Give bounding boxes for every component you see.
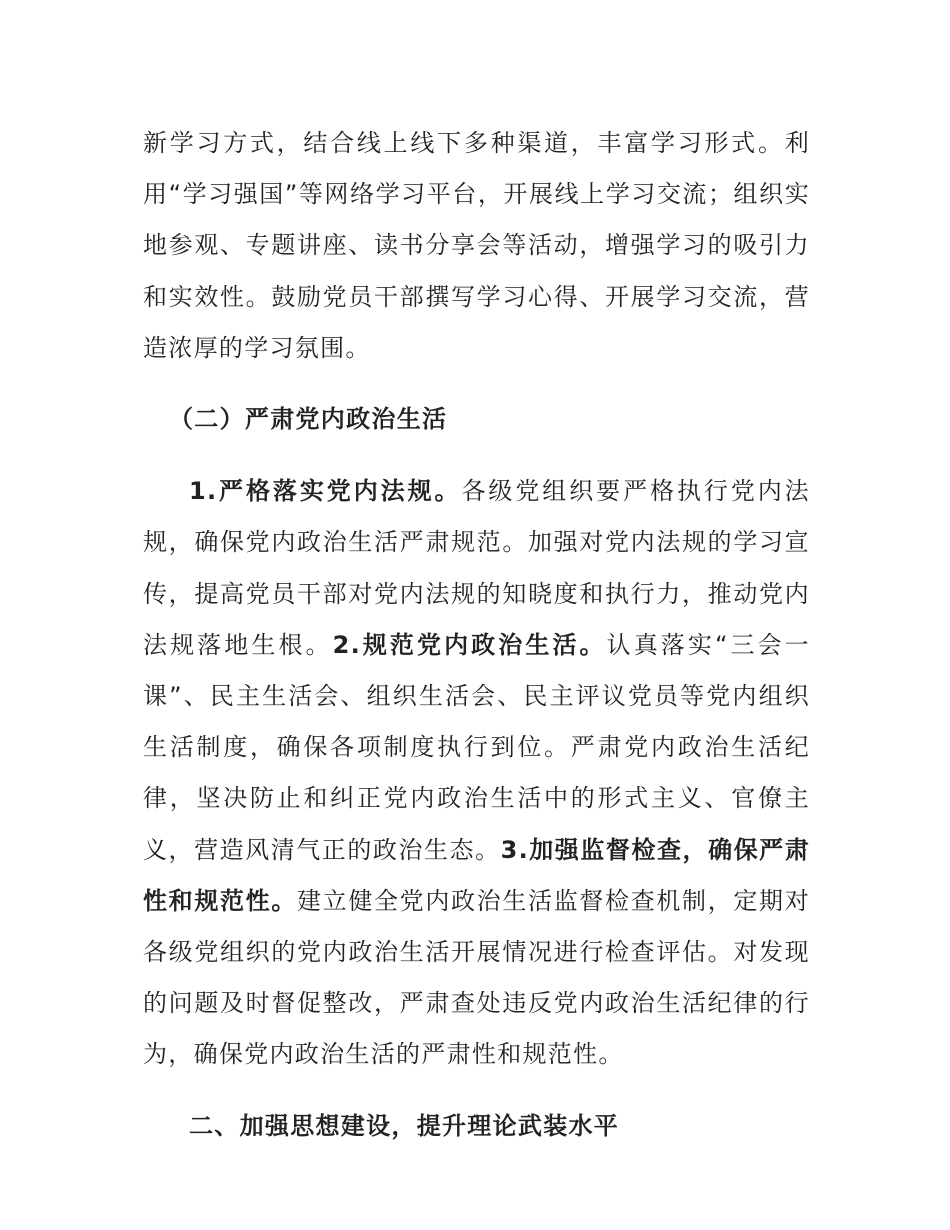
item-1-title: 1.严格落实党内法规。 — [189, 477, 462, 506]
item-1-text: 各级党组织要严格执行党内法规，确保党内政治生活严肃规范。加强对党内法规的学习宣传，提高党员干部对党内法规的知晓度和执行力，推动党内法规落地生根。 — [143, 477, 810, 659]
item-3-title: 3.加强监督检查，确保严肃性和规范性。 — [143, 835, 810, 915]
paragraph-study-methods: 新学习方式，结合线上线下多种渠道，丰富学习形式。利用“学习强国”等网络学习平台，开展线上学习交流；组织实地参观、专题讲座、读书分享会等活动，增强学习的吸引力和实效性。鼓励党员干部撰写学习心得、开展学习交流，营造浓厚的学习氛围。 — [143, 129, 810, 362]
item-2-text: 认真落实“三会一课”、民主生活会、组织生活会、民主评议党员等党内组织生活制度，确保各项制度执行到位。严肃党内政治生活纪律，坚决防止和纠正党内政治生活中的形式主义、官僚主义，营造风清气正的政治生态。 — [143, 630, 810, 864]
item-2-title: 2.规范党内政治生活。 — [332, 630, 607, 659]
item-3-text: 建立健全党内政治生活监督检查机制，定期对各级党组织的党内政治生活开展情况进行检查评估。对发现的问题及时督促整改，严肃查处违反党内政治生活纪律的行为，确保党内政治生活的严肃性和规范性。 — [143, 886, 810, 1069]
paragraph-political-life — [143, 466, 810, 1080]
chapter-heading-ideological-building: 二、加强思想建设，提升理论武装水平 — [189, 1111, 620, 1140]
document-body — [143, 118, 810, 1152]
section-heading-political-life: （二）严肃党内政治生活 — [169, 405, 448, 434]
